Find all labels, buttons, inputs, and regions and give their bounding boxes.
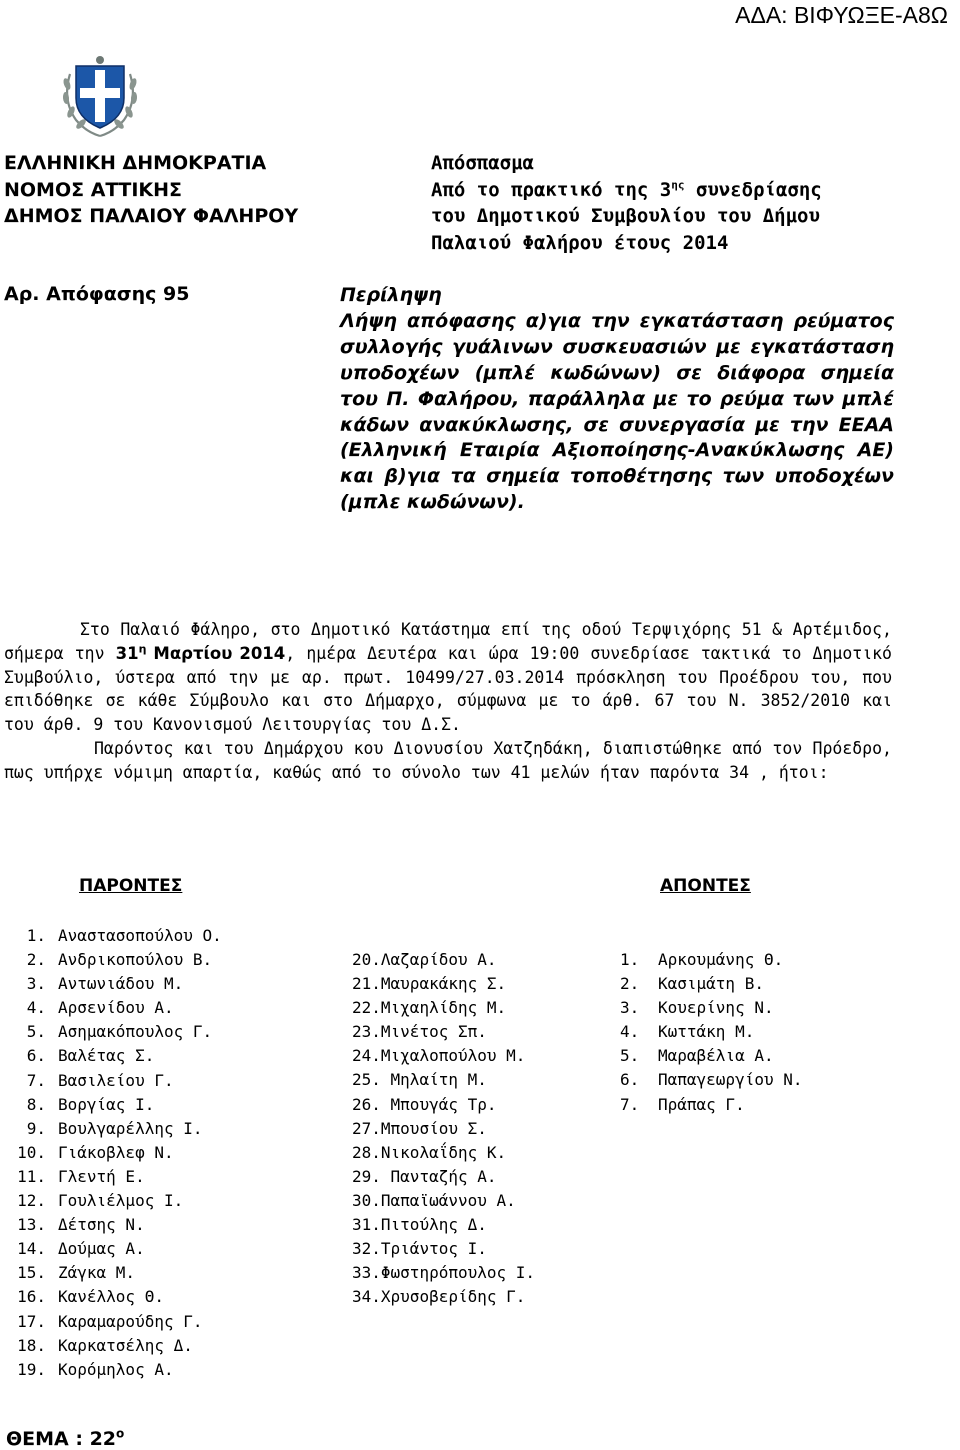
absent-heading: ΑΠΟΝΤΕΣ	[660, 876, 751, 896]
list-item: 12. Γουλιέλμος Ι.	[17, 1191, 184, 1211]
list-item: 8. Βοργίας Ι.	[26, 1094, 155, 1114]
list-item: 13. Δέτσης Ν.	[17, 1215, 145, 1235]
list-item: 5. Μαραβέλια Α.	[620, 1046, 774, 1066]
issuer-country: ΕΛΛΗΝΙΚΗ ΔΗΜΟΚΡΑΤΙΑ	[4, 152, 267, 174]
list-item: 4. Κωττάκη Μ.	[620, 1022, 755, 1042]
summary-text: Λήψη απόφασης α)για την εγκατάσταση ρεύματος συλλογής γυάλινων συσκευασιών με εγκατάσταση υποδοχέων (μπλέ κωδώνων) σε διάφορα σημεία του Π. Φαλήρου, παράλληλα με το ρεύμα των μπλέ κάδων ανακύκλωσης, σε συνεργασία με την ΕΕΑΑ (Ελληνική Εταιρία Αξιοποίησης-Ανακύκλωσης ΑΕ) και β)για τα σημεία τοποθέτησης των υποδοχέων (μπλε κωδώνων).	[340, 309, 894, 514]
list-item: 34.Χρυσοβερίδης Γ.	[352, 1287, 526, 1307]
list-item: 4. Αρσενίδου Α.	[26, 998, 174, 1018]
list-item: 24.Μιχαλοπούλου Μ.	[352, 1046, 526, 1066]
agenda-item-number: ΘΕΜΑ : $22^o$	[6, 1426, 125, 1450]
session-line: Από το πρακτικό της $3^{\eta\varsigma}$ συνεδρίασης	[431, 178, 822, 201]
list-item: 30.Παπαϊωάννου Α.	[352, 1190, 516, 1210]
absent-list	[620, 948, 803, 1117]
list-item: 1. Αρκουμάνης Θ.	[620, 950, 784, 969]
list-item: 18. Καρκατσέλης Δ.	[17, 1335, 193, 1355]
meeting-date: $31^\eta$ Μαρτίου 2014	[115, 642, 286, 663]
list-item: 22.Μιχαηλίδης Μ.	[352, 998, 507, 1018]
list-item: 31.Πιτούλης Δ.	[352, 1215, 487, 1235]
list-item: 28.Νικολαΐδης Κ.	[352, 1142, 507, 1162]
paragraph-meeting: Στο Παλαιό Φάληρο, στο Δημοτικό Κατάστημα επί της οδού Τερψιχόρης 51 & Αρτέμιδος, σήμερα την $31^\eta$ Μαρτίου 2014, ημέρα Δευτέρα και ώρα 19:00 συνεδρίασε τακτικά το Δημοτικό Συμβούλιο, ύστερα από την με αρ. πρωτ. 10499/27.03.2014 πρόσκληση του Προέδρου του, που επιδόθηκε σε κάθε Σύμβουλο και στο Δήμαρχο, σύμφωνα με το άρθ. 67 του Ν. 3852/2010 και του άρθ. 9 του Κανονισμού Λειτουργίας του Δ.Σ.	[4, 620, 892, 735]
list-item: 29. Πανταζής Α.	[352, 1166, 497, 1186]
list-item: 27.Μπουσίου Σ.	[352, 1118, 487, 1138]
issuer-municipality: ΔΗΜΟΣ ΠΑΛΑΙΟΥ ΦΑΛΗΡΟΥ	[4, 205, 299, 227]
present-list-col2	[352, 948, 535, 1309]
list-item: 14. Δούμας Α.	[17, 1239, 145, 1259]
council-line: του Δημοτικού Συμβουλίου του Δήμου	[431, 205, 820, 227]
issuer-header	[4, 150, 298, 230]
list-item: 25. Μηλαίτη Μ.	[352, 1070, 487, 1090]
list-item: 17. Καραμαρούδης Γ.	[17, 1311, 203, 1331]
list-item: 16. Κανέλλος Θ.	[17, 1287, 164, 1307]
list-item: 7. Πράπας Γ.	[620, 1094, 745, 1114]
list-item: 9. Βουλγαρέλλης Ι.	[26, 1118, 203, 1138]
list-item: 10. Γιάκοβλεφ Ν.	[17, 1142, 174, 1162]
year-line: Παλαιού Φαλήρου έτους 2014	[431, 231, 729, 254]
greek-state-emblem-icon	[58, 52, 142, 140]
issuer-prefecture: ΝΟΜΟΣ ΑΤΤΙΚΗΣ	[4, 178, 183, 201]
list-item: 26. Μπουγάς Τρ.	[352, 1094, 497, 1114]
list-item: 19. Κορόμηλος Α.	[17, 1359, 174, 1379]
list-item: 32.Τριάντος Ι.	[352, 1239, 487, 1259]
document-title: Απόσπασμα	[431, 152, 534, 174]
list-item: 5. Ασημακόπουλος Γ.	[26, 1022, 213, 1042]
list-item: 7. Βασιλείου Γ.	[26, 1070, 174, 1090]
list-item: 15. Ζάγκα Μ.	[17, 1263, 136, 1283]
summary-block	[340, 283, 894, 516]
list-item: 3. Κουερίνης Ν.	[620, 998, 774, 1018]
ada-code: ΑΔΑ: ΒΙΦΥΩΞΕ-Α8Ω	[735, 2, 948, 28]
summary-title: Περίληψη	[340, 284, 442, 306]
present-list-col1	[12, 924, 222, 1382]
list-item: 1. Αναστασοπούλου Ο.	[26, 926, 222, 945]
list-item: 23.Μινέτος Σπ.	[352, 1022, 487, 1042]
list-item: 20.Λαζαρίδου Α.	[352, 950, 497, 969]
list-item: 2. Ανδρικοπούλου Β.	[26, 950, 213, 970]
list-item: 6. Βαλέτας Σ.	[26, 1046, 155, 1066]
list-item: 11. Γλεντή Ε.	[17, 1166, 145, 1186]
list-item: 21.Μαυρακάκης Σ.	[352, 974, 507, 994]
list-item: 2. Κασιμάτη Β.	[620, 974, 764, 994]
list-item: 33.Φωστηρόπουλος Ι.	[352, 1263, 536, 1283]
paragraph-quorum: Παρόντος και του Δημάρχου κου Διονυσίου Χατζηδάκη, διαπιστώθηκε από τον Πρόεδρο, πως υπήρχε νόμιμη απαρτία, καθώς από το σύνολο των 41 μελών ήταν παρόντα 34 , ήτοι:	[4, 738, 892, 782]
decision-number: Αρ. Απόφασης 95	[4, 283, 190, 305]
minutes-body	[4, 618, 892, 785]
present-heading: ΠΑΡΟΝΤΕΣ	[79, 876, 183, 896]
document-header	[431, 150, 822, 256]
list-item: 6. Παπαγεωργίου Ν.	[620, 1070, 803, 1090]
list-item: 3. Αντωνιάδου Μ.	[26, 974, 184, 994]
